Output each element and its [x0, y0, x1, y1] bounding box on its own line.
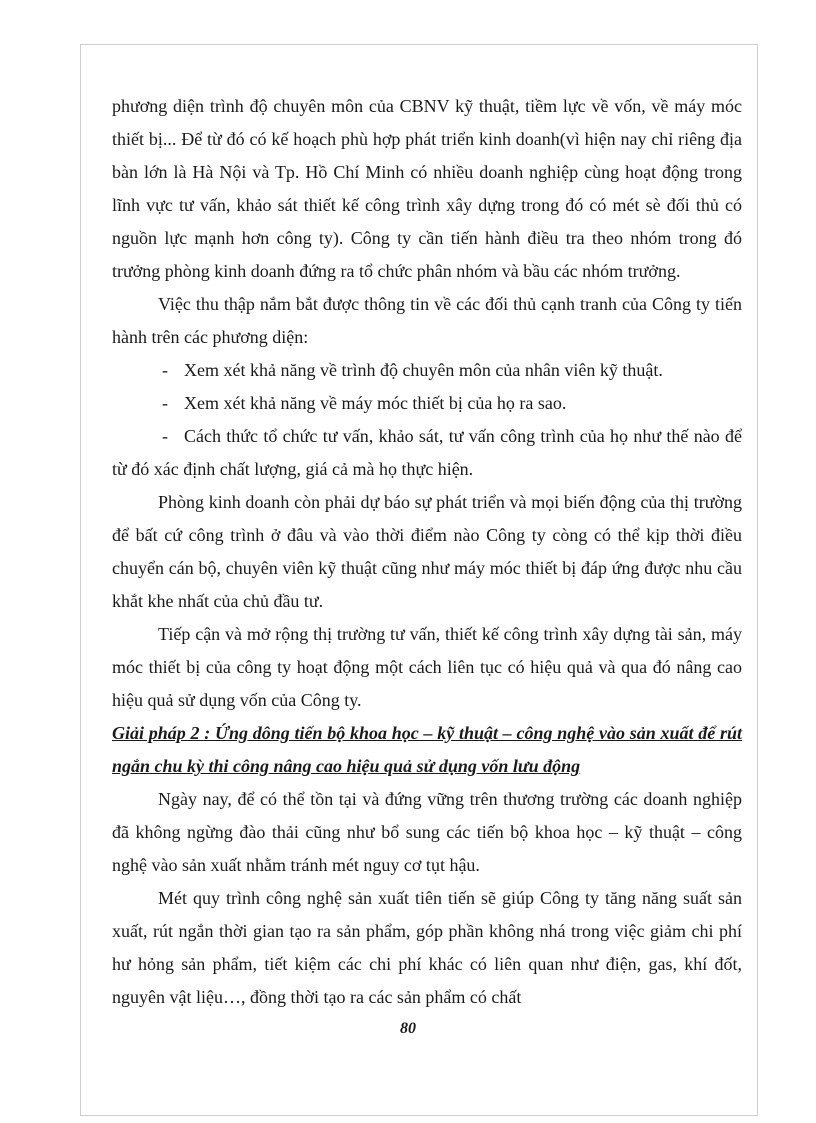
- bullet-dash: -: [162, 360, 168, 380]
- bullet-text: Xem xét khả năng về máy móc thiết bị của họ ra sao.: [184, 393, 567, 413]
- bullet-text: Cách thức tổ chức tư vấn, khảo sát, tư vấn công trình của họ như thế nào để từ đó xác định chất lượng, giá cả mà họ thực hiện.: [112, 426, 742, 479]
- bullet-dash: -: [162, 393, 168, 413]
- paragraph-market-expansion: Tiếp cận và mở rộng thị trường tư vấn, thiết kế công trình xây dựng tài sản, máy móc thiết bị của công ty hoạt động một cách liên tục có hiệu quả và qua đó nâng cao hiệu quả sử dụng vốn của Công ty.: [112, 624, 742, 710]
- bullet-item: [112, 354, 742, 387]
- bullet-item: [112, 387, 742, 420]
- paragraph-production-process: Mét quy trình công nghệ sản xuất tiên tiến sẽ giúp Công ty tăng năng suất sản xuất, rút ngắn thời gian tạo ra sản phẩm, góp phần không nhá trong việc giảm chi phí hư hỏng sản phẩm, tiết kiệm các chi phí khác có liên quan như điện, gas, khí đốt, nguyên vật liệu…, đồng thời tạo ra các sản phẩm có chất: [112, 888, 742, 1007]
- page-number: 80: [400, 1020, 416, 1037]
- document-body: [112, 90, 742, 1014]
- section-heading-solution-2: Giải pháp 2 : Ứng dông tiến bộ khoa học – kỹ thuật – công nghệ vào sản xuất để rút ngắn chu kỳ thi công nâng cao hiệu quả sử dụng vốn lưu động: [112, 723, 742, 776]
- bullet-item: [112, 420, 742, 486]
- paragraph-market-forecast: Phòng kinh doanh còn phải dự báo sự phát triển và mọi biến động của thị trường để bất cứ công trình ở đâu và vào thời điểm nào Công ty còng có thể kịp thời điều chuyển cán bộ, chuyên viên kỹ thuật cũng như máy móc thiết bị đáp ứng được nhu cầu khắt khe nhất của chủ đầu tư.: [112, 492, 742, 611]
- bullet-text: Xem xét khả năng về trình độ chuyên môn của nhân viên kỹ thuật.: [184, 360, 663, 380]
- bullet-dash: -: [162, 426, 168, 446]
- paragraph-competitor-analysis: phương diện trình độ chuyên môn của CBNV kỹ thuật, tiềm lực về vốn, về máy móc thiết bị... Để từ đó có kế hoạch phù hợp phát triển kinh doanh(vì hiện nay chỉ riêng địa bàn lớn là Hà Nội và Tp. Hồ Chí Minh có nhiều doanh nghiệp cùng hoạt động trong lĩnh vực tư vấn, khảo sát thiết kế công trình xây dựng trong đó có mét sè đối thủ có nguồn lực mạnh hơn công ty). Công ty cần tiến hành điều tra theo nhóm trong đó trưởng phòng kinh doanh đứng ra tổ chức phân nhóm và bầu các nhóm trưởng.: [112, 96, 742, 281]
- paragraph-technology-adoption: Ngày nay, để có thể tồn tại và đứng vững trên thương trường các doanh nghiệp đã không ngừng đào thải cũng như bổ sung các tiến bộ khoa học – kỹ thuật – công nghệ vào sản xuất nhằm tránh mét nguy cơ tụt hậu.: [112, 789, 742, 875]
- paragraph-info-gathering: Việc thu thập nắm bắt được thông tin về các đối thủ cạnh tranh của Công ty tiến hành trên các phương diện:: [112, 294, 742, 347]
